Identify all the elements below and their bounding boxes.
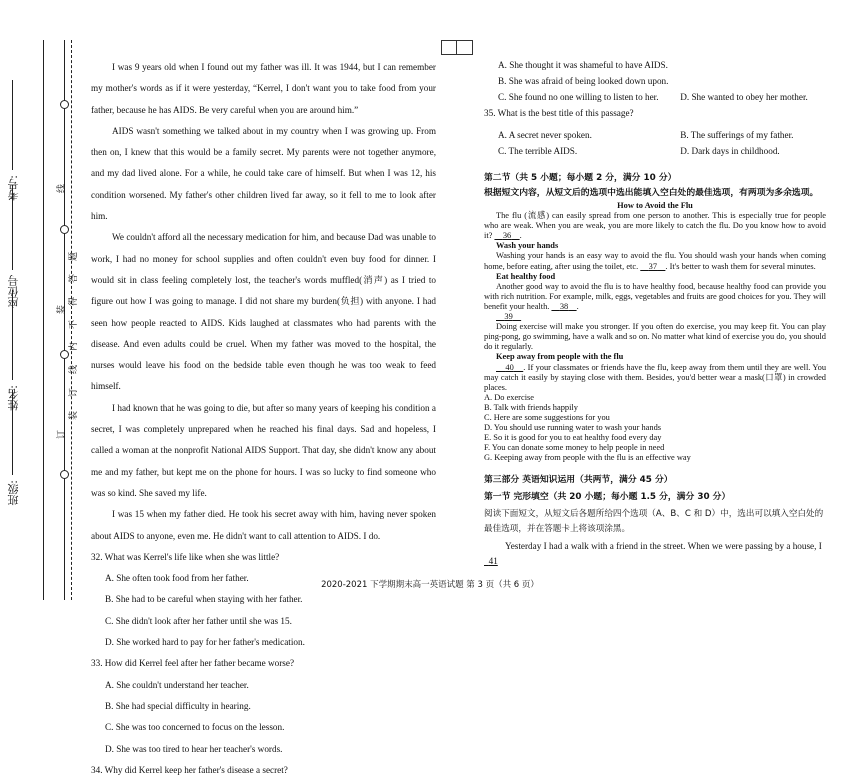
question-33: 33. How did Kerrel feel after her father became worse? (91, 658, 295, 669)
subheading: Wash your hands (496, 241, 559, 251)
option: C. She found no one willing to listen to her. (498, 92, 659, 102)
binding-hole (60, 225, 69, 234)
text: . If your classmates or friends have the flu, keep away from them until they are well. You may catch it easily by staying close with them. Besides, you'd better wear a mask(口罩) in crowded places. (484, 362, 827, 392)
passage-paragraph: AIDS wasn't something we talked about in my country when I was growing up. From then on, I knew that this would be a family secret. My parents were not together anymore, and my dad lived alone. For a while, he could take care of himself. But when I was 12, his condition worsened. My father's other children lived far away, so it fell to me to look after him. (91, 125, 436, 222)
outer-line (43, 40, 44, 600)
passage-paragraph: I had known that he was going to die, but after so many years of keeping his condition a secret, I was completely unprepared when he reached his final days. Sad and hopeless, I called a woman at the nonprofit National AIDS Support. That day, she didn't know any about me and my father, but kept me on the phone for hours. I was so lucky to find someone who was so kind. She saved my life. (91, 402, 436, 498)
text: Yesterday I had a walk with a friend in the street. When we were passing by a house, I (505, 541, 822, 552)
seal-char: 订 (69, 387, 80, 398)
passage-paragraph (484, 363, 826, 393)
seal-char: 答 (69, 273, 80, 284)
seat-no-label: 座位号 (7, 275, 20, 308)
section-1-title: 第一节 完形填空（共 20 小题；每小题 1.5 分，满分 30 分） (484, 492, 731, 503)
blank-number: 38 (559, 301, 569, 311)
option: D. She was too tired to hear her teacher's words. (105, 743, 283, 754)
right-column (484, 58, 826, 569)
blank-number: 36 (502, 231, 512, 241)
option: C. The terrible AIDS. (498, 146, 578, 156)
option: B. She had special difficulty in hearing. (105, 700, 251, 711)
option: A. She couldn't understand her teacher. (105, 679, 249, 690)
blank-40 (496, 363, 523, 372)
option: B. The sufferings of my father. (680, 130, 794, 140)
class-label: 班级: (7, 480, 20, 506)
section-2-instruction: 根据短文内容，从短文后的选项中选出能填入空白处的最佳选项，有两项为多余选项。 (484, 188, 819, 198)
option: B. She was afraid of being looked down upon. (498, 76, 669, 86)
option: D. Dark days in childhood. (680, 146, 780, 156)
page-footer: 2020-2021 下学期期末高一英语试题 第 3 页（共 6 页） (321, 580, 539, 590)
seal-char: 不 (69, 319, 80, 330)
text: . It's better to wash them for several minutes. (665, 261, 816, 271)
section-2-title: 第二节（共 5 小题；每小题 2 分，满分 10 分） (484, 173, 677, 183)
flu-passage (484, 201, 826, 463)
passage-paragraph: The flu (流感) can easily spread from one person to another. This is especially true for people who are weak. When you are weak, you are more likely to catch the flu. Do you know how to avoid it? 36 . (484, 211, 826, 241)
line-word: 线 (57, 183, 68, 194)
binding-hole (60, 470, 69, 479)
option-row (484, 90, 826, 105)
left-column (91, 57, 436, 781)
option-row (484, 128, 826, 143)
question-32: 32. What was Kerrel's life like when she was little? (91, 551, 280, 562)
choice: F. You can donate some money to help people in need (484, 443, 665, 453)
seal-line (64, 40, 65, 600)
passage-title: How to Avoid the Flu (617, 201, 693, 210)
line-word: 订 (57, 429, 68, 440)
choice: A. Do exercise (484, 392, 534, 402)
blank-41 (484, 556, 498, 566)
subheading-blank (484, 312, 826, 322)
blank-39 (496, 312, 521, 321)
blank-number: 37 (648, 261, 658, 271)
section-1-instruction: 阅读下面短文，从短文后各题所给四个选项（A、B、C 和 D）中，选出可以填入空白处的最佳选项，并在答题卡上将该项涂黑。 (484, 509, 824, 535)
passage-paragraph: We couldn't afford all the necessary medication for him, and because Dad was unable to work, I had no money for school supplies and often couldn't even buy food for dinner. I would sit in class feeling completely lost, the teacher's words muffled(消声) as I tried to figure out how I was going to manage. I did not share my burden(负担) with anyone. I had seen how people reacted to AIDS. Kids laughed at classmates who had parents with the disease. And even adults could be cruel. When my father was moved to the hospital, the nurses would leave his food on the bedside table even though he was too weak to feed himself. (91, 232, 436, 392)
seal-char: 题 (69, 251, 80, 262)
subheading: Keep away from people with the flu (496, 352, 624, 362)
option: A. A secret never spoken. (498, 130, 592, 140)
line-word: 装 (57, 304, 68, 315)
text: The flu (流感) can easily spread from one person to another. This is especially true for people who are weak. When you are weak, you are more likely to catch the flu. Do you know how to avoid it? (484, 211, 826, 241)
part-3-title: 第三部分 英语知识运用（共两节，满分 45 分） (484, 475, 673, 486)
blank-number: 39 (504, 312, 513, 322)
blank-number: 41 (488, 556, 498, 567)
seal-char: 得 (69, 296, 80, 307)
exam-underline (12, 80, 13, 170)
exam-no-label: 考号: (7, 175, 20, 201)
option: A. She often took food from her father. (105, 573, 249, 584)
option: C. She was too concerned to focus on the lesson. (105, 722, 285, 733)
cloze-start (484, 539, 826, 569)
name-label: 姓名: (7, 385, 20, 411)
passage-paragraph: I was 15 when my father died. He took his secret away with him, having never spoken about AIDS to anyone, even me. He didn't want to call attention to AIDS. I do. (91, 509, 436, 541)
binding-hole (60, 350, 69, 359)
option: C. She didn't look after her father until she was 15. (105, 615, 292, 626)
option: D. She wanted to obey her mother. (680, 92, 808, 102)
passage-paragraph: Another good way to avoid the flu is to have healthy food, because healthy food can provide you with rich nutrition. For example, milk, eggs, vegetables and fruits are good choices for you. They will benefit your health. 38 . (484, 281, 826, 311)
seal-char: 线 (69, 364, 80, 375)
choice: B. Talk with friends happily (484, 402, 578, 412)
passage-paragraph: Doing exercise will make you stronger. If you often do exercise, you may keep fit. You can play ping-pong, go swimming, have a walk and so on. No matter what kind of exercise you do, you should do it regularly. (484, 322, 826, 352)
choice: E. So it is good for you to eat healthy food every day (484, 433, 662, 443)
question-35: 35. What is the best title of this passage? (484, 108, 634, 118)
option-row (484, 144, 826, 159)
choice: G. Keeping away from people with the flu is an effective way (484, 453, 691, 463)
option: B. She had to be careful when staying with her father. (105, 594, 303, 605)
blank-36 (494, 231, 519, 240)
text: Washing your hands is an easy way to avoid the flu. You should wash your hands when coming home, before eating, after using the toilet, etc. (484, 251, 826, 271)
binding-hole (60, 100, 69, 109)
choice: D. You should use running water to wash your hands (484, 423, 662, 433)
subheading: Eat healthy food (496, 271, 556, 281)
blank-37 (640, 262, 665, 271)
choice: C. Here are some suggestions for you (484, 412, 610, 422)
blank-number: 40 (505, 362, 514, 372)
page-marker-box (441, 40, 473, 55)
passage-paragraph (484, 251, 826, 271)
seal-char: 装 (69, 410, 80, 421)
text: Another good way to avoid the flu is to have healthy food, because healthy food can provide you with rich nutrition. For example, milk, eggs, vegetables and fruits are good choices for you. They will benefit your health. (484, 281, 826, 311)
question-34: 34. Why did Kerrel keep her father's disease a secret? (91, 764, 288, 775)
seal-char: 内 (69, 341, 80, 352)
option: D. She worked hard to pay for her father's medication. (105, 637, 305, 648)
blank-38 (551, 302, 576, 311)
passage-paragraph: I was 9 years old when I found out my father was ill. It was 1944, but I can remember my mother's words as if it were yesterday, “Kerrel, I don't want you to take food from your father, because he has AIDS. Be very careful when you are around him.” (91, 62, 436, 115)
option: A. She thought it was shameful to have AIDS. (498, 60, 668, 70)
binding-margin (0, 0, 82, 608)
